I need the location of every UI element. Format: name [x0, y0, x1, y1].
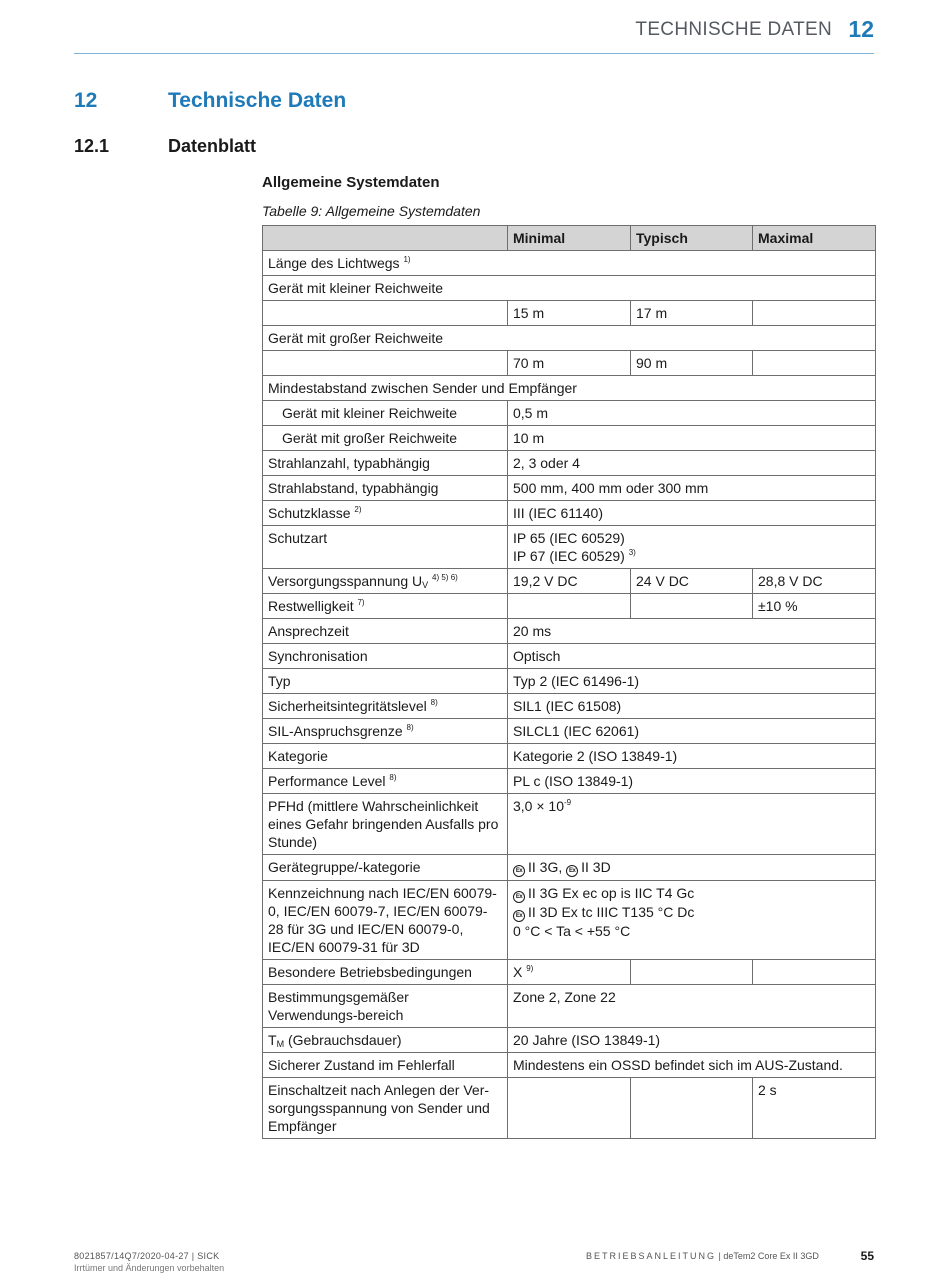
- cell-typisch: 90 m: [631, 351, 753, 376]
- table-row: [263, 1078, 876, 1139]
- table-row: [263, 569, 876, 594]
- cell-minimal: [508, 1078, 631, 1139]
- table-row: [263, 985, 876, 1028]
- row-value: PL c (ISO 13849-1): [508, 769, 876, 794]
- row-label: SIL-Anspruchsgrenze $^{8)}$: [263, 719, 508, 744]
- column-header-minimal: Minimal: [508, 226, 631, 251]
- table-row: [263, 619, 876, 644]
- table-row: [263, 476, 876, 501]
- row-label: Kennzeichnung nach IEC/EN 60079-0, IEC/EN 60079-7, IEC/EN 60079-28 für 3G und IEC/EN 60079-0, IEC/EN 60079-31 für 3D: [263, 881, 508, 960]
- cell-minimal: X $^{9)}$: [508, 960, 631, 985]
- table-row: [263, 451, 876, 476]
- cell-minimal: [508, 594, 631, 619]
- footnote-ref: 3): [628, 548, 636, 557]
- cell-typisch: [631, 1078, 753, 1139]
- row-label: Sicherheitsintegritätslevel $^{8)}$: [263, 694, 508, 719]
- section-number: 12.1: [74, 136, 110, 156]
- cell-maximal: [753, 301, 876, 326]
- footnote-ref: 8): [406, 723, 414, 732]
- row-label: $T_M$ (Gebrauchsdauer): [263, 1028, 508, 1053]
- row-value: 0,5 m: [508, 401, 876, 426]
- table-row: [263, 401, 876, 426]
- table-row: [263, 501, 876, 526]
- column-header-maximal: Maximal: [753, 226, 876, 251]
- table-caption: Tabelle 9: Allgemeine Systemdaten: [262, 203, 481, 219]
- table-row: [263, 301, 876, 326]
- subsection-heading: Allgemeine Systemdaten: [262, 174, 440, 191]
- table-header-row: [263, 226, 876, 251]
- footer-manual-title: BETRIEBSANLEITUNG | deTem2 Core Ex II 3GD: [586, 1251, 819, 1261]
- row-label: Gerät mit großer Reichweite: [263, 326, 876, 351]
- table-row: [263, 376, 876, 401]
- row-value: IP 65 (IEC 60529) IP 67 (IEC 60529) $^{3)}$: [508, 526, 876, 569]
- row-label: Restwelligkeit $^{7)}$: [263, 594, 508, 619]
- row-value: 500 mm, 400 mm oder 300 mm: [508, 476, 876, 501]
- row-label: Ansprechzeit: [263, 619, 508, 644]
- footnote-ref: 1): [403, 255, 411, 264]
- row-label: Versorgungsspannung $U_V$ $^{4) 5) 6)}$: [263, 569, 508, 594]
- table-row: [263, 669, 876, 694]
- footnote-ref: 2): [354, 505, 362, 514]
- row-label: [263, 301, 508, 326]
- table-row: [263, 426, 876, 451]
- ex-protection-icon: Ex: [566, 865, 578, 877]
- footnote-ref: 9): [526, 964, 534, 973]
- row-value: Ex II 3G Ex ec op is IIC T4 Gc Ex II 3D Ex tc IIIC T135 °C Dc 0 °C < Ta < +55 °C: [508, 881, 876, 960]
- column-header-empty: [263, 226, 508, 251]
- table-row: [263, 881, 876, 960]
- table-row: [263, 326, 876, 351]
- row-label: Strahlabstand, typabhängig: [263, 476, 508, 501]
- page-number: 55: [860, 1249, 874, 1263]
- cell-maximal: 28,8 V DC: [753, 569, 876, 594]
- footer-doc-id: 8021857/14Q7/2020-04-27 | SICK: [74, 1251, 220, 1261]
- row-value: 10 m: [508, 426, 876, 451]
- row-label: [263, 351, 508, 376]
- row-label: Einschaltzeit nach Anlegen der Ver-sorgungsspannung von Sender und Empfänger: [263, 1078, 508, 1139]
- table-row: [263, 644, 876, 669]
- table-row: [263, 1053, 876, 1078]
- row-label: Gerät mit kleiner Reichweite: [263, 276, 876, 301]
- row-value: SILCL1 (IEC 62061): [508, 719, 876, 744]
- footnote-ref: 8): [430, 698, 438, 707]
- cell-typisch: [631, 960, 753, 985]
- table-row: [263, 855, 876, 881]
- table-row: [263, 526, 876, 569]
- footer-disclaimer: Irrtümer und Änderungen vorbehalten: [74, 1263, 225, 1273]
- row-value: Ex II 3G, Ex II 3D: [508, 855, 876, 881]
- table-row: [263, 719, 876, 744]
- row-value: Kategorie 2 (ISO 13849-1): [508, 744, 876, 769]
- cell-typisch: 17 m: [631, 301, 753, 326]
- row-label: PFHd (mittlere Wahrscheinlichkeit eines Gefahr bringenden Ausfalls pro Stunde): [263, 794, 508, 855]
- row-label: Synchronisation: [263, 644, 508, 669]
- footnote-ref: 7): [357, 598, 365, 607]
- row-label: Kategorie: [263, 744, 508, 769]
- cell-minimal: 19,2 V DC: [508, 569, 631, 594]
- row-label: Sicherer Zustand im Fehlerfall: [263, 1053, 508, 1078]
- ex-protection-icon: Ex: [513, 865, 525, 877]
- section-title: Datenblatt: [168, 136, 257, 156]
- row-label: Typ: [263, 669, 508, 694]
- chapter-number: 12: [74, 89, 98, 112]
- cell-maximal: [753, 351, 876, 376]
- row-label: Besondere Betriebsbedingungen: [263, 960, 508, 985]
- row-value: 20 Jahre (ISO 13849-1): [508, 1028, 876, 1053]
- footnote-ref: 8): [389, 773, 397, 782]
- row-value: Typ 2 (IEC 61496-1): [508, 669, 876, 694]
- row-value: SIL1 (IEC 61508): [508, 694, 876, 719]
- running-header-chapter-number: 12: [848, 16, 874, 42]
- row-label: Länge des Lichtwegs $^{1)}$: [263, 251, 876, 276]
- row-label: Schutzart: [263, 526, 508, 569]
- footnote-ref: 4) 5) 6): [432, 573, 458, 582]
- chapter-title: Technische Daten: [168, 89, 347, 112]
- spec-table: [262, 225, 876, 1139]
- row-value: III (IEC 61140): [508, 501, 876, 526]
- cell-typisch: [631, 594, 753, 619]
- row-value: Optisch: [508, 644, 876, 669]
- cell-maximal: [753, 960, 876, 985]
- cell-maximal: ±10 %: [753, 594, 876, 619]
- table-row: [263, 276, 876, 301]
- table-row: [263, 960, 876, 985]
- running-header-title: TECHNISCHE DATEN: [635, 19, 832, 40]
- header-divider: [74, 53, 874, 54]
- row-label: Gerät mit kleiner Reichweite: [263, 401, 508, 426]
- row-value: $3,0 \times 10^{-9}$: [508, 794, 876, 855]
- row-label: Strahlanzahl, typabhängig: [263, 451, 508, 476]
- row-label: Performance Level $^{8)}$: [263, 769, 508, 794]
- row-value: 20 ms: [508, 619, 876, 644]
- cell-typisch: 24 V DC: [631, 569, 753, 594]
- table-row: [263, 744, 876, 769]
- row-value: 2, 3 oder 4: [508, 451, 876, 476]
- table-row: [263, 1028, 876, 1053]
- row-label: Schutzklasse $^{2)}$: [263, 501, 508, 526]
- table-row: [263, 794, 876, 855]
- row-label: Mindestabstand zwischen Sender und Empfänger: [263, 376, 876, 401]
- row-label: Bestimmungsgemäßer Verwendungs-bereich: [263, 985, 508, 1028]
- table-row: [263, 769, 876, 794]
- column-header-typisch: Typisch: [631, 226, 753, 251]
- row-label: Gerät mit großer Reichweite: [263, 426, 508, 451]
- row-value: Zone 2, Zone 22: [508, 985, 876, 1028]
- table-row: [263, 694, 876, 719]
- table-row: [263, 351, 876, 376]
- row-value: Mindestens ein OSSD befindet sich im AUS-Zustand.: [508, 1053, 876, 1078]
- cell-minimal: 15 m: [508, 301, 631, 326]
- table-row: [263, 594, 876, 619]
- ex-protection-icon: Ex: [513, 891, 525, 903]
- cell-maximal: 2 s: [753, 1078, 876, 1139]
- table-row: [263, 251, 876, 276]
- cell-minimal: 70 m: [508, 351, 631, 376]
- ex-protection-icon: Ex: [513, 910, 525, 922]
- row-label: Gerätegruppe/-kategorie: [263, 855, 508, 881]
